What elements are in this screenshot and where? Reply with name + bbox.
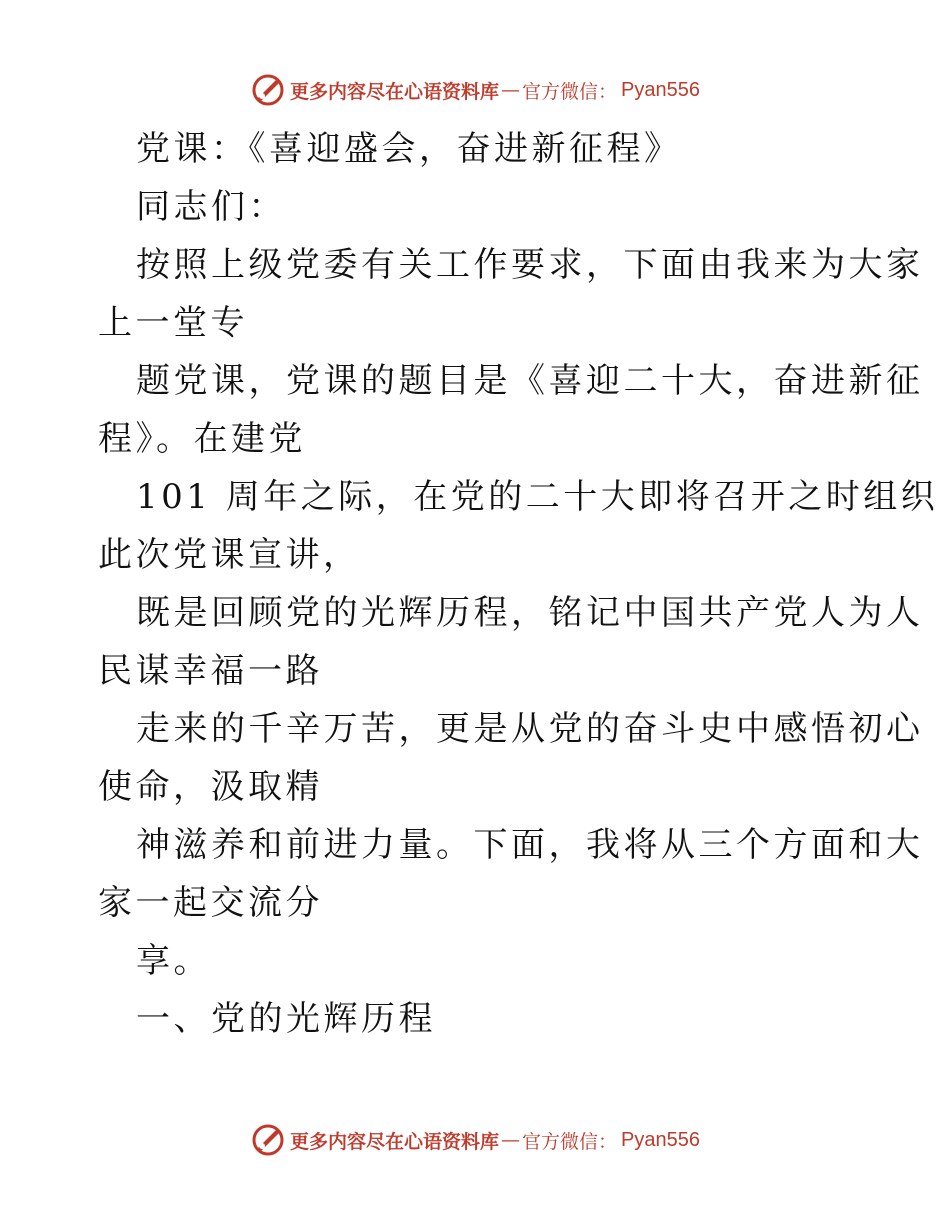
wechat-label: 官方微信： — [522, 1130, 618, 1153]
paragraph-line: 家一起交流分 — [98, 883, 323, 923]
paragraph-line: 使命，汲取精 — [98, 767, 323, 807]
paragraph-line: 上一堂专 — [98, 303, 248, 343]
watermark-separator: — — [501, 1129, 521, 1151]
footer-watermark — [0, 1120, 950, 1160]
paragraph-line: 此次党课宣讲， — [98, 535, 361, 575]
wechat-id: Pyan556 — [621, 1128, 700, 1151]
paragraph-line: 神滋养和前进力量。下面，我将从三个方面和大 — [136, 825, 924, 865]
section-heading: 一、党的光辉历程 — [136, 999, 436, 1039]
watermark-text: 更多内容尽在心语资料库 — [290, 1130, 500, 1153]
paragraph-line: 既是回顾党的光辉历程，铭记中国共产党人为人 — [136, 593, 924, 633]
watermark-separator: — — [501, 79, 521, 101]
paragraph-line: 按照上级党委有关工作要求，下面由我来为大家 — [136, 245, 924, 285]
paragraph-line: 101 周年之际，在党的二十大即将召开之时组织 — [136, 477, 939, 517]
paragraph-line: 走来的千辛万苦，更是从党的奋斗史中感悟初心 — [136, 709, 924, 749]
paragraph-line: 民谋幸福一路 — [98, 651, 323, 691]
paragraph-line: 享。 — [136, 941, 211, 981]
brush-logo-icon — [250, 72, 286, 108]
header-watermark — [0, 70, 950, 110]
document-body — [98, 120, 939, 1048]
wechat-id: Pyan556 — [621, 78, 700, 101]
wechat-label: 官方微信： — [522, 80, 618, 103]
paragraph-line: 程》。在建党 — [98, 419, 306, 459]
watermark-text: 更多内容尽在心语资料库 — [290, 80, 500, 103]
doc-title: 党课：《喜迎盛会，奋进新征程》 — [136, 129, 682, 169]
paragraph-line: 题党课，党课的题目是《喜迎二十大，奋进新征 — [136, 361, 924, 401]
salutation: 同志们： — [136, 187, 286, 227]
brush-logo-icon — [250, 1122, 286, 1158]
